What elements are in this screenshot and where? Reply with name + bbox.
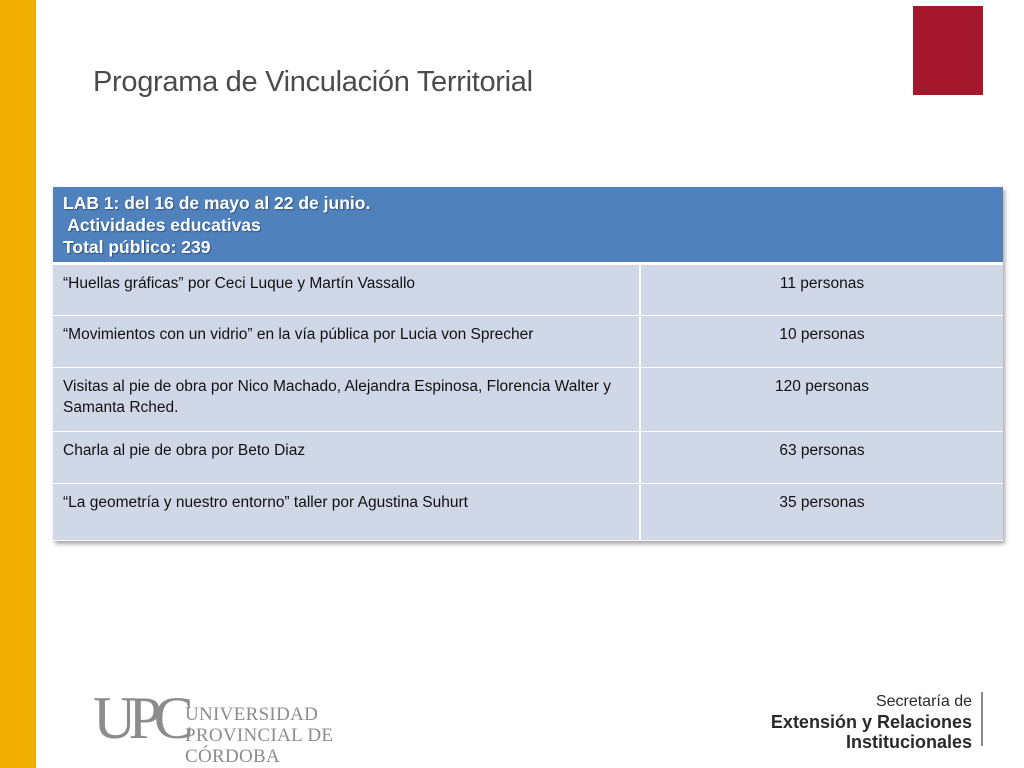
count-cell: 35 personas [640,484,1003,541]
activity-cell: “Movimientos con un vidrio” en la vía pública por Lucia von Sprecher [53,316,640,368]
activity-cell: Visitas al pie de obra por Nico Machado, Alejandra Espinosa, Florencia Walter y Samanta Rched. [53,368,640,432]
activity-cell: Charla al pie de obra por Beto Diaz [53,432,640,484]
table-header-row [53,187,1003,264]
university-name [185,704,413,767]
page-title: Programa de Vinculación Territorial [93,66,533,98]
count-cell: 63 personas [640,432,1003,484]
secretaria-line1: Secretaría de [875,693,972,710]
secretaria-line2: Extensión y Relaciones [770,712,972,732]
upc-monogram: UPC [93,685,186,751]
university-logo [93,685,413,767]
count-cell: 11 personas [640,264,1003,316]
header-dates: LAB 1: del 16 de mayo al 22 de junio. [63,193,371,213]
activity-cell: “Huellas gráficas” por Ceci Luque y Martín Vassallo [53,264,640,316]
header-category: Actividades educativas [63,215,261,235]
header-total: Total público: 239 [63,237,211,257]
table-row [53,368,1003,432]
count-cell: 120 personas [640,368,1003,432]
table-row [53,264,1003,316]
activity-cell: “La geometría y nuestro entorno” taller por Agustina Suhurt [53,484,640,541]
secretaria-line3: Institucionales [845,732,972,752]
corner-decoration [913,6,983,95]
activities-table [53,187,1003,541]
count-cell: 10 personas [640,316,1003,368]
table-header [53,187,1003,264]
secretaria-divider [981,692,983,746]
university-name-line2: PROVINCIAL DE CÓRDOBA [185,725,334,767]
table-row [53,432,1003,484]
table-row [53,316,1003,368]
accent-side-bar [0,0,36,768]
table-row [53,484,1003,541]
secretaria-logo [771,692,972,752]
university-name-line1: UNIVERSIDAD [185,704,319,725]
